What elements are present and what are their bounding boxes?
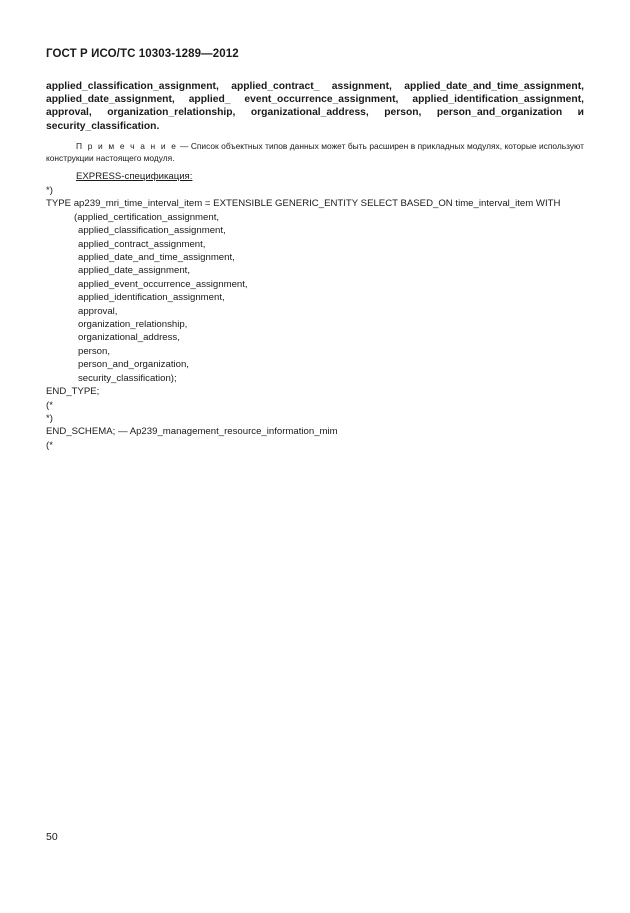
express-spec-label: EXPRESS-спецификация:	[76, 171, 193, 182]
code-select-item: organization_relationship,	[78, 319, 188, 331]
code-end-type: END_TYPE;	[46, 386, 100, 398]
note-paragraph	[46, 140, 584, 164]
code-select-item: person_and_organization,	[78, 359, 189, 371]
page-number: 50	[46, 831, 58, 843]
code-comment-open: (*	[46, 399, 53, 411]
note-text: — Список объектных типов данных может быть расширен в прикладных модулях, которые используют конструкции настоящего модуля.	[46, 141, 584, 163]
code-select-item: organizational_address,	[78, 332, 180, 344]
code-select-item: approval,	[78, 305, 118, 317]
code-comment-close: *)	[46, 412, 53, 424]
code-select-item: applied_date_and_time_assignment,	[78, 252, 235, 264]
code-select-item: security_classification);	[78, 372, 177, 384]
code-select-item: applied_contract_assignment,	[78, 238, 206, 250]
note-label: П р и м е ч а н и е	[76, 141, 178, 151]
code-select-item: (applied_certification_assignment,	[74, 211, 220, 223]
code-select-item: applied_date_assignment,	[78, 265, 191, 277]
page-header: ГОСТ Р ИСО/ТС 10303-1289—2012	[46, 48, 239, 60]
code-select-item: applied_classification_assignment,	[78, 225, 226, 237]
code-comment-close: *)	[46, 185, 53, 196]
entity-list-paragraph: applied_classification_assignment, applied_contract_ assignment, applied_date_and_time_assignment, applied_date_assignment, applied_ event_occurrence_assignment, applied_identification_assignment, approval, organization_relationship, organizational_address, person, person_and_organization и security_classification.	[46, 81, 584, 132]
code-comment-open: (*	[46, 439, 53, 451]
code-select-item: applied_identification_assignment,	[78, 292, 225, 304]
code-select-item: applied_event_occurrence_assignment,	[78, 278, 248, 290]
code-end-schema: END_SCHEMA; — Ap239_management_resource_information_mim	[46, 426, 338, 438]
code-type-declaration: TYPE ap239_mri_time_interval_item = EXTENSIBLE GENERIC_ENTITY SELECT BASED_ON time_interval_item WITH	[46, 198, 561, 210]
express-code-block	[46, 184, 586, 452]
code-select-item: person,	[78, 345, 110, 357]
